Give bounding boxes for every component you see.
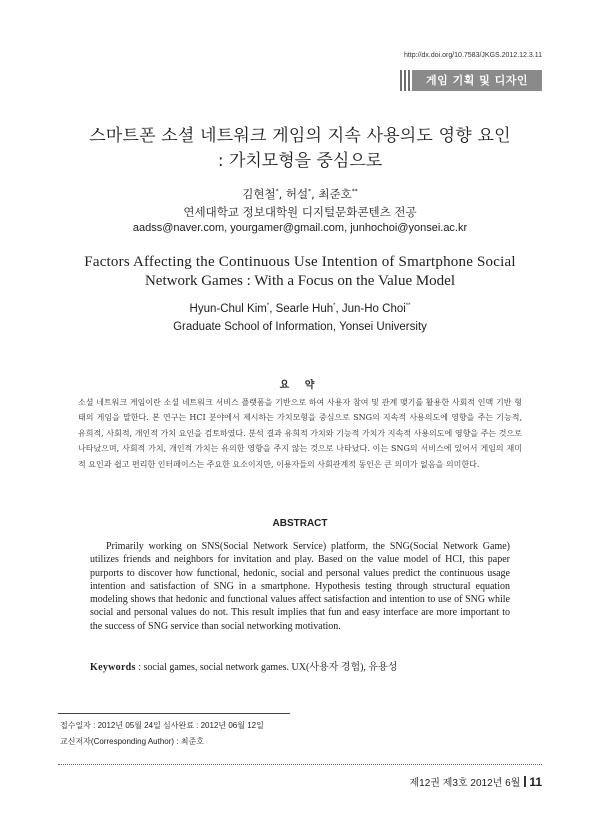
summary-body: 소셜 네트워크 게임이란 소셜 네트워크 서비스 플랫폼을 기반으로 하여 사용자 참여 및 관계 맺기를 활용한 사회적 인맥 기반 형태의 게임을 말한다. 본 연구는 HCI 분야에서 제시하는 가치모형을 중심으로 SNG의 지속적 사용의도에 영향을 주는 기능적, 유희적, 사회적, 개인적 가치 요인을 검토하였다. 분석 결과 유희적 가치와 기능적 가치가 지속적 사용의도에 영향을 주는 것으로 나타났으며, 사회적 가치, 개인적 가치는 유의한 영향을 주지 않는 것으로 나타났다. 이는 SNG의 서비스에 있어서 게임의 재미적 요인과 쉽고 편리한 인터페이스는 주요한 요소이지만, 이용자들의 사회관계적 동인은 큰 의미가 없음을 의미한다. (78, 398, 522, 469)
category-stripes (400, 70, 410, 91)
received-dates: 접수일자 : 2012년 05월 24일 심사완료 : 2012년 06월 12일 (60, 721, 264, 730)
author-separator: , (278, 187, 286, 201)
english-authors (0, 303, 600, 315)
page-number: 11 (529, 775, 542, 789)
author-name: Searle Huh (275, 303, 334, 315)
author-name: Jun-Ho Choi (341, 303, 406, 315)
english-title-line1: Factors Affecting the Continuous Use Intention of Smartphone Social (84, 254, 516, 270)
summary-heading: 요 약 (279, 380, 321, 391)
korean-authors (0, 186, 600, 202)
abstract-body: Primarily working on SNS(Social Network Service) platform, the SNG(Social Network Game) utilizes friends and neighbors for invitation and play. Based on the value model of HCI, this paper purports to discover how functional, hedonic, social and personal values predict the continuous usage intention and satisfaction of SNG in a smartphone. Hypothesis testing through structural equation modeling shows that hedonic and functional values affect satisfaction and intention to use of SNG while social and personal values do not. This result implies that fun and easy interface are more important to the success of SNG service than social networking motivation. (90, 541, 510, 632)
author-mark: * (266, 303, 270, 310)
footer-divider (58, 764, 542, 765)
author-emails: aadss@naver.com, yourgamer@gmail.com, junhochoi@yonsei.ac.kr (132, 222, 468, 234)
author-separator: , (311, 187, 319, 201)
footer-bar (524, 776, 526, 787)
author-mark: * (333, 303, 336, 310)
author-name: 김현철 (242, 187, 276, 201)
korean-affiliation: 연세대학교 정보대학원 디지털문화콘텐츠 전공 (183, 205, 417, 219)
corresponding-author: 교신저자(Corresponding Author) : 최준호 (60, 737, 204, 746)
author-mark: ** (351, 188, 358, 196)
issue-info: 제12권 제3호 2012년 6월 (409, 778, 521, 789)
author-mark: * (308, 188, 312, 196)
english-title-line2: Network Games : With a Focus on the Value Model (144, 273, 456, 289)
author-name: Hyun-Chul Kim (189, 303, 267, 315)
korean-title-line1: 스마트폰 소셜 네트워크 게임의 지속 사용의도 영향 요인 (89, 126, 511, 146)
doi-link[interactable]: http://dx.doi.org/10.7583/JKGS.2012.12.3.11 (403, 52, 542, 59)
keywords (90, 658, 510, 673)
author-name: 허설 (285, 187, 309, 201)
author-mark: * (275, 188, 279, 196)
keywords-value: social games, social network games. UX(사용자 경험), 유용성 (143, 662, 398, 673)
english-affiliation: Graduate School of Information, Yonsei University (173, 321, 427, 333)
keywords-label: Keywords (90, 662, 136, 673)
korean-title-line2: : 가치모형을 중심으로 (217, 151, 383, 171)
author-separator: , (269, 303, 276, 315)
footnote-divider (58, 713, 290, 714)
author-mark: ** (405, 303, 411, 310)
author-separator: , (335, 303, 342, 315)
abstract-heading: ABSTRACT (272, 518, 328, 529)
author-name: 최준호 (318, 187, 352, 201)
category-badge: 게임 기획 및 디자인 (412, 70, 542, 91)
page-footer (410, 774, 542, 789)
keywords-separator: : (135, 662, 144, 673)
